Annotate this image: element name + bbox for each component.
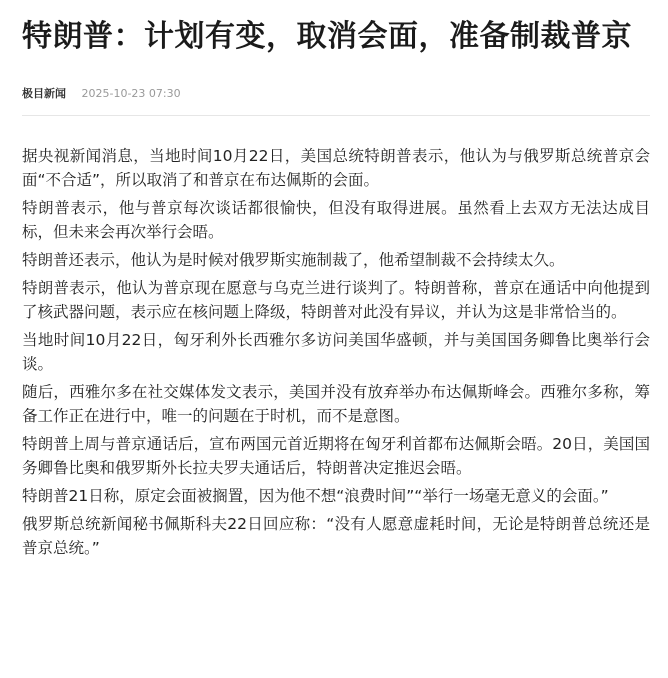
paragraph-8: 特朗普21日称，原定会面被搁置，因为他不想“浪费时间”“举行一场毫无意义的会面。” xyxy=(22,487,609,505)
article-timestamp: 2025-10-23 07:30 xyxy=(81,87,181,100)
paragraph-6: 随后，西雅尔多在社交媒体发文表示，美国并没有放弃举办布达佩斯峰会。西雅尔多称，筹备工作正在进行中，唯一的问题在于时机，而不是意图。 xyxy=(22,383,650,425)
article-meta xyxy=(22,85,650,103)
paragraph-1: 据央视新闻消息，当地时间10月22日，美国总统特朗普表示，他认为与俄罗斯总统普京会面“不合适”，所以取消了和普京在布达佩斯的会面。 xyxy=(22,147,650,189)
paragraph-9: 俄罗斯总统新闻秘书佩斯科夫22日回应称：“没有人愿意虚耗时间，无论是特朗普总统还是普京总统。” xyxy=(22,515,650,557)
paragraph-5: 当地时间10月22日，匈牙利外长西雅尔多访问美国华盛顿，并与美国国务卿鲁比奥举行会谈。 xyxy=(22,331,650,373)
paragraph-7: 特朗普上周与普京通话后，宣布两国元首近期将在匈牙利首都布达佩斯会晤。20日，美国国务卿鲁比奥和俄罗斯外长拉夫罗夫通话后，特朗普决定推迟会晤。 xyxy=(22,435,650,477)
meta-divider xyxy=(22,115,650,116)
article-body xyxy=(22,144,650,560)
article-title: 特朗普：计划有变，取消会面，准备制裁普京 xyxy=(22,19,632,54)
paragraph-3: 特朗普还表示，他认为是时候对俄罗斯实施制裁了，他希望制裁不会持续太久。 xyxy=(22,251,565,269)
paragraph-4: 特朗普表示，他认为普京现在愿意与乌克兰进行谈判了。特朗普称，普京在通话中向他提到了核武器问题，表示应在核问题上降级，特朗普对此没有异议，并认为这是非常恰当的。 xyxy=(22,279,650,321)
article-source[interactable]: 极目新闻 xyxy=(22,87,66,100)
paragraph-2: 特朗普表示，他与普京每次谈话都很愉快，但没有取得进展。虽然看上去双方无法达成目标，但未来会再次举行会晤。 xyxy=(22,199,650,241)
